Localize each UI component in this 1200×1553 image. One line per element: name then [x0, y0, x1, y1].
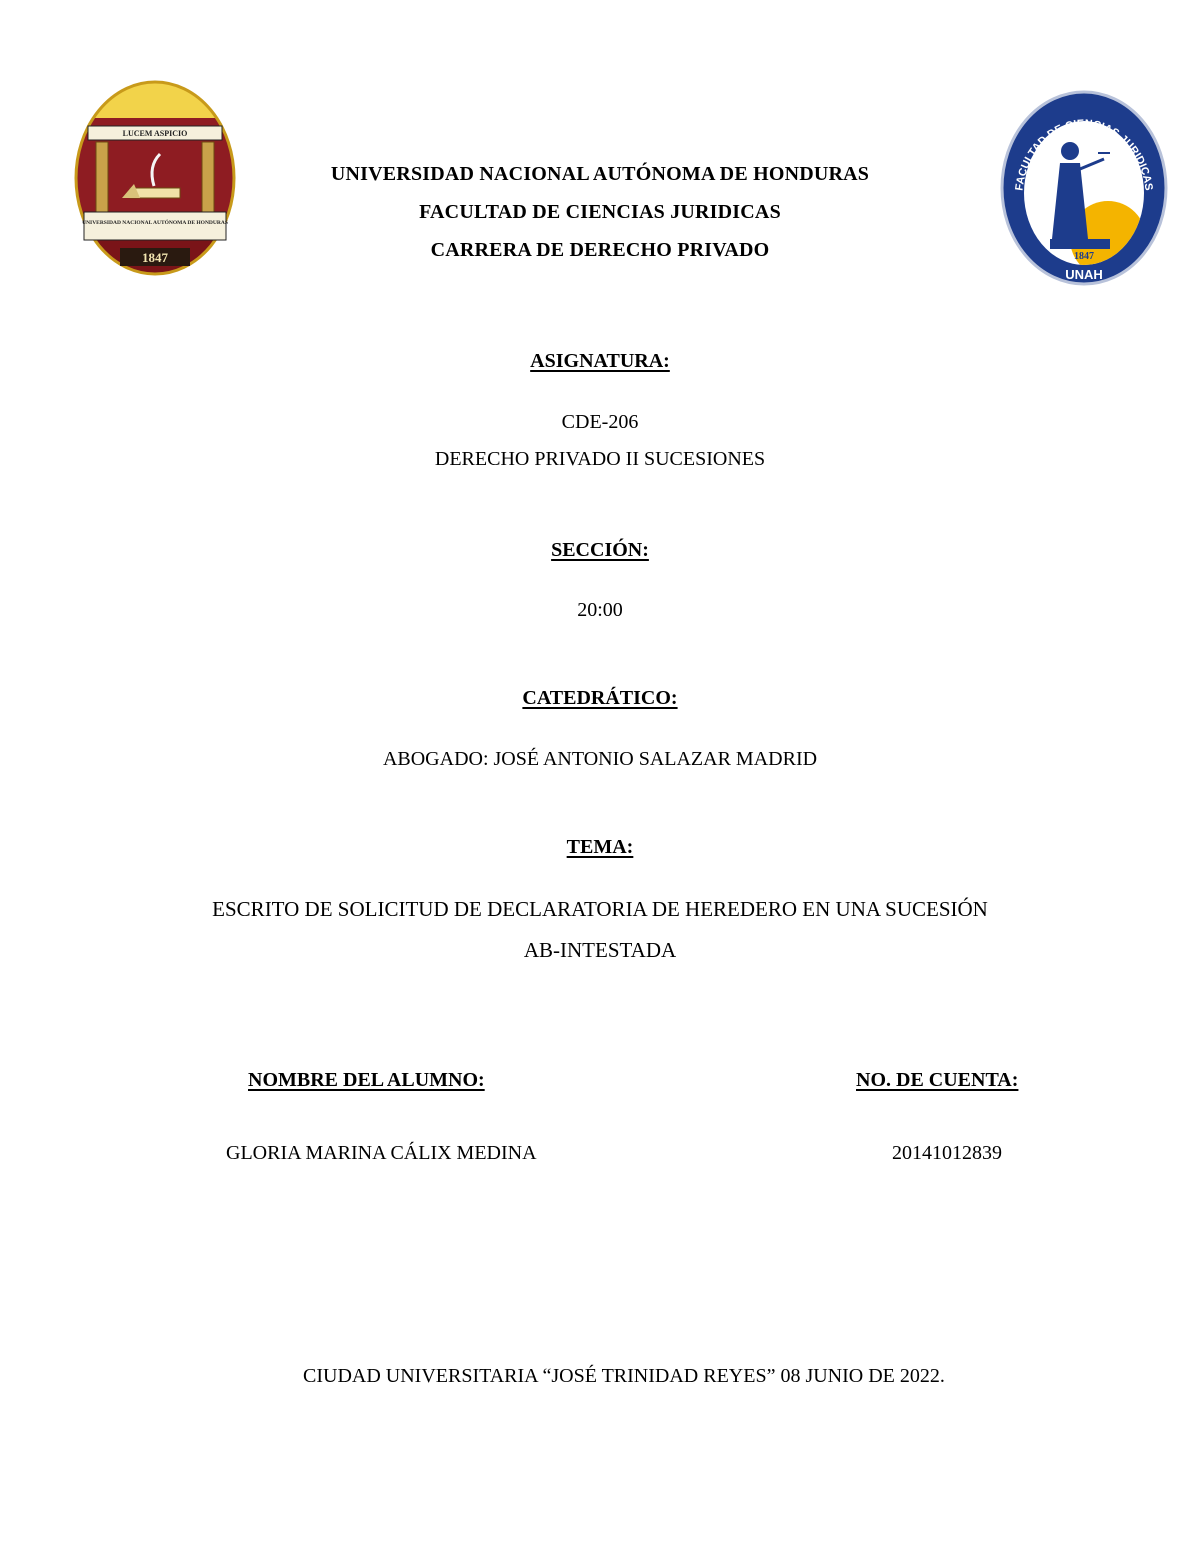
cuenta-value: 20141012839 — [892, 1142, 1002, 1164]
faculty-name: FACULTAD DE CIENCIAS JURIDICAS — [419, 201, 781, 223]
catedratico-value: ABOGADO: JOSÉ ANTONIO SALAZAR MADRID — [382, 748, 818, 770]
seal-year: 1847 — [142, 250, 168, 265]
seccion-value: 20:00 — [577, 599, 623, 621]
cuenta-label: NO. DE CUENTA: — [856, 1069, 1019, 1091]
seal-university-text: UNIVERSIDAD NACIONAL AUTÓNOMA DE HONDURAS — [82, 220, 228, 226]
seccion-label: SECCIÓN: — [551, 539, 649, 561]
career-name: CARRERA DE DERECHO PRIVADO — [430, 239, 770, 261]
tema-line-2: AB-INTESTADA — [523, 938, 677, 962]
seal-ring-text: FACULTAD DE CIENCIAS JURIDICAS — [1013, 117, 1155, 192]
alumno-value: GLORIA MARINA CÁLIX MEDINA — [226, 1142, 537, 1164]
catedratico-label: CATEDRÁTICO: — [522, 687, 678, 709]
asignatura-code: CDE-206 — [561, 411, 639, 433]
asignatura-label: ASIGNATURA: — [530, 350, 670, 372]
university-name: UNIVERSIDAD NACIONAL AUTÓNOMA DE HONDURAS — [330, 163, 870, 185]
tema-line-1: ESCRITO DE SOLICITUD DE DECLARATORIA DE HEREDERO EN UNA SUCESIÓN — [212, 897, 988, 921]
seal-acronym: UNAH — [1065, 267, 1103, 282]
asignatura-name: DERECHO PRIVADO II SUCESIONES — [434, 448, 766, 470]
seal-right-year: 1847 — [1074, 251, 1094, 262]
seal-banner-text: LUCEM ASPICIO — [122, 129, 188, 138]
alumno-label: NOMBRE DEL ALUMNO: — [248, 1069, 485, 1091]
tema-label: TEMA: — [566, 836, 634, 858]
place-date: CIUDAD UNIVERSITARIA “JOSÉ TRINIDAD REYES” 08 JUNIO DE 2022. — [303, 1365, 945, 1387]
